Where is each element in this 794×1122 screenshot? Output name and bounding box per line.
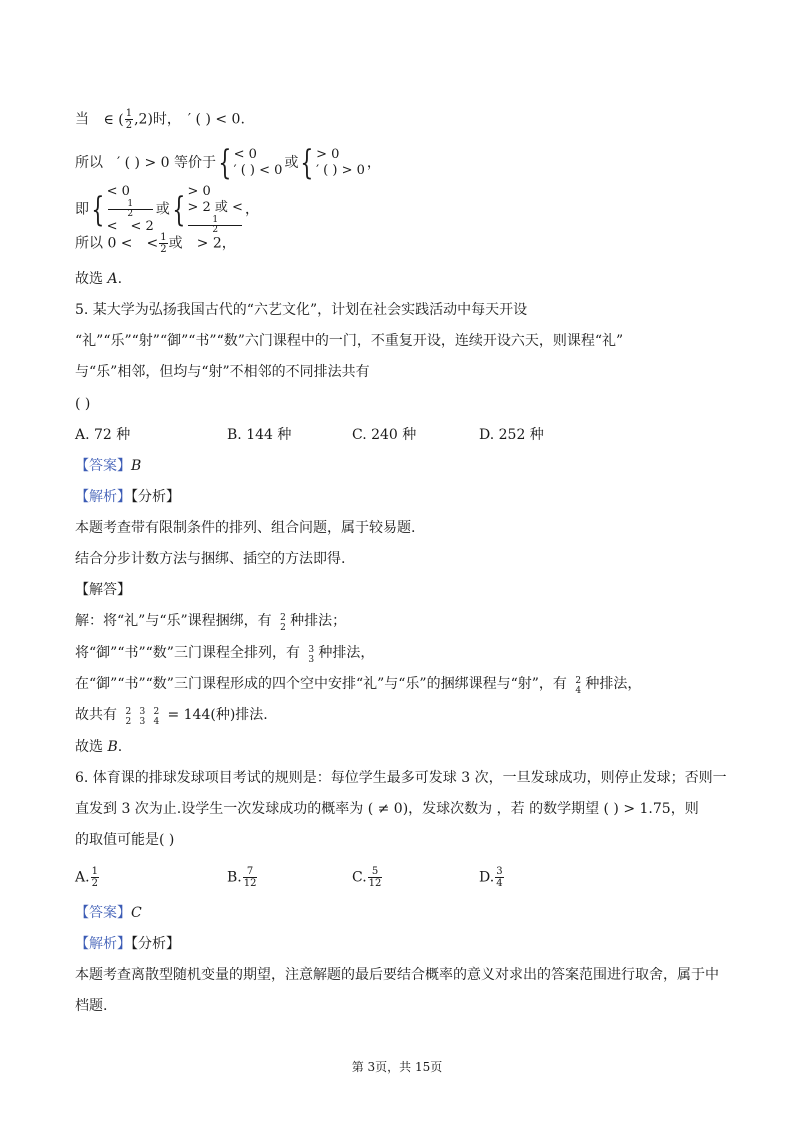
system-b: > 0 ′ ( ) > 0 — [316, 147, 365, 178]
q5-option-d: D. 252 种 — [479, 427, 544, 443]
page-footer: 第 3页，共 15页 — [351, 1060, 443, 1074]
text: ， — [244, 201, 259, 218]
q5-analysis-2: 结合分步计数方法与捆绑、插空的方法即得. — [75, 551, 346, 567]
q5-answer-paren: ( ) — [75, 396, 91, 412]
text: 或 > 2， — [168, 235, 236, 252]
solution-line-1 — [75, 108, 245, 131]
solution-line-4 — [75, 232, 236, 255]
answer-value: C — [131, 905, 142, 921]
perm-symbol: 2 2 — [280, 613, 286, 633]
left-brace: { — [91, 189, 105, 230]
q5-option-a: A. 72 种 — [75, 427, 131, 443]
q6-option-c: C. $\frac{5}{12}$ — [352, 866, 382, 889]
text: ,2)时， ′ ( ) < 0. — [134, 111, 245, 128]
solution-conclusion: 故选 A. — [75, 271, 123, 287]
q5-answer — [75, 456, 141, 476]
q5-stem-line-2: “礼”“乐”“射”“御”“书”“数”六门课程中的一门，不重复开设，连续开设六天，则课程“礼” — [75, 333, 624, 349]
perm-symbol: 2 2 — [125, 707, 132, 727]
perm-symbol: 3 3 — [308, 645, 315, 665]
q6-option-a: A. $\frac{1}{2}$ — [75, 866, 98, 889]
text: 所以 ′ ( ) > 0 等价于 — [75, 155, 216, 171]
q6-stem-line-2: 直发到 3 次为止.设学生一次发球成功的概率为 ( ≠ 0)，发球次数为 ，若 的数学期望 ( ) > 1.75，则 — [75, 801, 699, 817]
q5-solve-line-1: 解：将“礼”与“乐”课程捆绑，有 2 2 种排法； — [75, 613, 347, 633]
system-a: < 0 1 2 < < 2 — [106, 184, 154, 234]
q5-stem-line-1: 5. 某大学为弘扬我国古代的“六艺文化”，计划在社会实践活动中每天开设 — [75, 302, 528, 318]
text: 或 — [155, 201, 170, 218]
perm-symbol: 2 4 — [575, 676, 582, 696]
text: ∈ ( — [103, 111, 124, 128]
q6-answer — [75, 903, 142, 923]
q6-stem-line-1: 6. 体育课的排球发球项目考试的规则是：每位学生最多可发球 3 次，一旦发球成功，则停止发球；否则一 — [75, 770, 727, 786]
perm-symbol: 2 4 — [153, 707, 160, 727]
q5-solve-header: 【解答】 — [75, 582, 131, 598]
q5-option-b: B. 144 种 — [227, 427, 292, 443]
text: 所以 0 < < — [75, 235, 159, 252]
q5-solve-line-3: 在“御”“书”“数”三门课程形成的四个空中安排“礼”与“乐”的捆绑课程与“射”，有 2 4 种排法， — [75, 676, 642, 696]
q5-option-c: C. 240 种 — [352, 427, 417, 443]
answer-value: B — [131, 458, 142, 474]
left-brace: { — [172, 189, 186, 230]
system-a: < 0 ′ ( ) < 0 — [233, 147, 283, 178]
text: 或 — [284, 155, 299, 171]
q5-conclusion: 故选 B. — [75, 739, 123, 755]
solution-line-2 — [75, 143, 381, 183]
fraction: $\frac{1}{2}$ — [125, 108, 133, 131]
q6-option-b: B. $\frac{7}{12}$ — [227, 866, 257, 889]
text: 即 — [75, 201, 89, 218]
answer-label: 【答案】 — [75, 905, 131, 921]
q5-solve-line-4: 故共有 2 2 3 3 2 4 = 144(种)排法. — [75, 707, 268, 727]
left-brace: { — [300, 143, 314, 183]
text: 当 — [75, 111, 89, 128]
solution-line-3 — [75, 184, 259, 235]
q6-stem-line-3: 的取值可能是( ) — [75, 832, 175, 848]
q6-analysis-1: 本题考查离散型随机变量的期望，注意解题的最后要结合概率的意义对求出的答案范围进行取舍，属于中 — [75, 967, 719, 983]
q5-stem-line-3: 与“乐”相邻，但均与“射”不相邻的不同排法共有 — [75, 364, 370, 380]
fraction: $\frac{1}{2}$ — [160, 232, 167, 255]
perm-symbol: 3 3 — [139, 707, 146, 727]
system-b: > 0 > 2 或 < 1 2 — [187, 184, 243, 235]
q6-option-d: D. $\frac{3}{4}$ — [479, 866, 503, 889]
q6-analysis-header: 【解析】【分析】 — [75, 936, 180, 952]
q5-solve-line-2: 将“御”“书”“数”三门课程全排列，有 3 3 种排法， — [75, 645, 375, 665]
q5-analysis-header: 【解析】【分析】 — [75, 489, 180, 505]
text: ， — [366, 155, 381, 171]
answer-label: 【答案】 — [75, 458, 131, 474]
q6-analysis-2: 档题. — [75, 998, 108, 1014]
left-brace: { — [218, 143, 232, 183]
q5-analysis-1: 本题考查带有限制条件的排列、组合问题，属于较易题. — [75, 520, 416, 536]
